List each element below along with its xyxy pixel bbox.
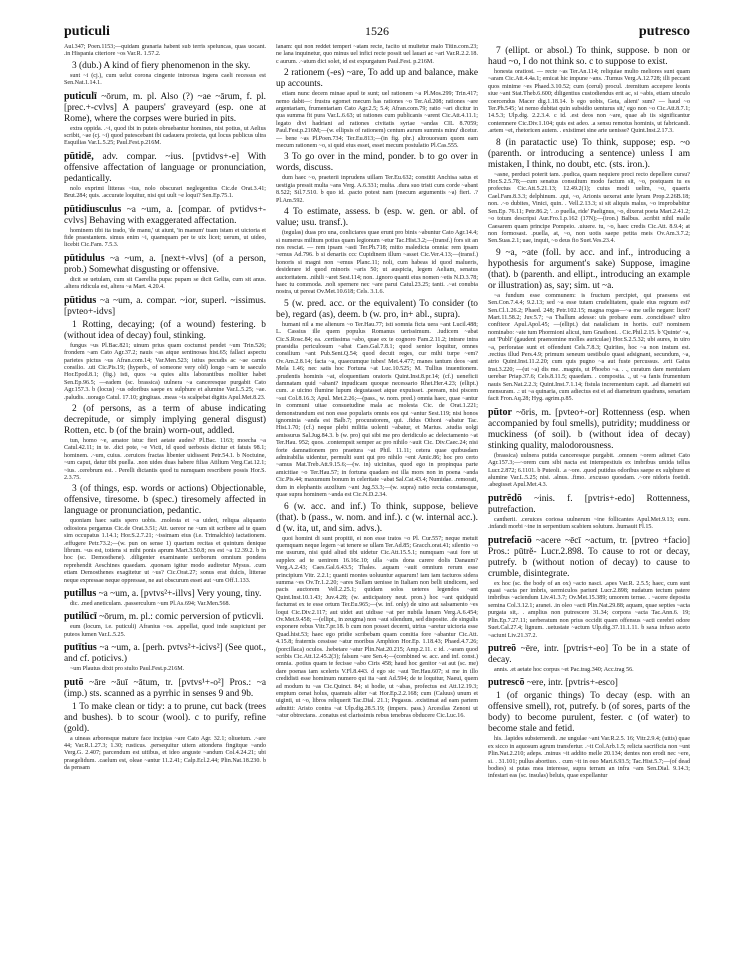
entry-putor xyxy=(488,407,690,490)
citation-block: tun, homo ~e, amator istuc fieri aetate audes? Pl.Bac. 1163; moecha ~a Catul.42.11; in te. .dici pote, ~e Victi, id quod uerbosis dicitur et fatuis 98.1; hominem. .~um, cuius. .ceruices fractas libenter uidissent Petr.54.1. b Noctuine, ~um caput, datur tibi puella. .non uides duas habere filias Atilium Verg.Cat.12.1; ~ius. .cerebrum est. . Perelli dictantis quod tu numquam rescribere possis Hor.S. 2.3.75. xyxy=(64,437,266,481)
citation-block: nolo exprimi litteras ~ius, nolo obscurari neglegentius Cic.de Orat.3.41; Brut.284; quis. .accurate loquitur, nisi qui uult ~e loqui? Sen.Ep.75.1. xyxy=(64,185,266,200)
sense-definition: 1 (of organic things) To decay (esp. with an offensive smell), rot, putrefy. b (of sores, parts of the body) to become purulent, fester. c (of water) to become stale and fetid. xyxy=(488,691,690,735)
citation-block: fungus ~us Pl.Bac.821; uinum prius quam coctumst pendet ~um Trin.526; frondem ~am Cato Agr.37.2; nauis ~as atque sentinosas hist.65; fallaci aspectu parietes pictus ~us Afran.com.14; Var.Men.523; istius pecudis ac ~ae carnis consilio. .uti Cic.Pis.19; (hyperb., of someone very old) longo ~am te saeculo Hor.Epod.8.1; (fig.) isti, quos ~a quies aliis laborantibus molliter habet Sen.Ep.96.5; —eadem (sc. brassica) uulnera ~a canceresque purgabit Cato Agr.157.3. b (locus) ~us odoribus saepe ex sulphure et alumine Var.L.5.25; ~ae. .paludis. .uorago Catul. 17.10; gingiuas. .meas ~is scalpebat digitis Apul.Met.8.23. xyxy=(64,342,266,401)
definition: ~a ~um, a. [pvtvs²+-illvs] Very young, tiny. xyxy=(96,589,262,600)
citation-block: ~a fundum esse communem: is fructum percipiet, qui praesens est Sen.Con.7.4.4; 9.2.13; sed ~a esse tutam crudelitatem, quale eius regnum est? Sen.Cl.1.26.2; Phaed. 248; Petr.102.15; magna rogas—~a me uelle negare: licet? Mart.11.58.2; Juv.5.7; ~a Thallum adesse: uis probare eum. .concidisse? ultro confiteor Apul.Apol.45; —(ellipt.) dat natalíciam in hortis. cui? nominem nominabo: ~ate tum Phormioni alicui, tum Gnathoni. . Cic.Phil.2.15. b 'Quinte' ~a, aut 'Publi' (gaudent praenomine molles auriculae) Hor.S.2.5.32; ubi aures, in uiro ~a, perforatae sunt et offendunt Cels.7.8.3; Quirites, hoc ~a non instum est. .rectius illud Pers.4.9; primum seneum uestibulo quasi adsignant, secundum, ~a, atrio Quint.Inst.11.2.20; cum quis pugno ~a aut fuste percussus. .erit Gaius Inst.3.220; —(ut ~a) dis me. .magnis, ut Phoebo ~a. . ., curatum dare mentulam uerebar Priap.37.6; Cels.8.11.5; quaedam. . composita. ., ut ~a fanis frumentum nauis Sen.Nat.2.2.3; Quint.Inst.7.1.14; fistula incrementum capit. .ad diametri sui mensuram. .: ut ~a quinaria, cum adiectus est ei ad diametrum quadrans, senariam facit Fron.Aq.28; Hyg. agrim.p.85. xyxy=(488,292,690,403)
headword: pūtidulus xyxy=(64,252,105,264)
citation-block: (tegulas) duas pro una, conliciares quae erunt pro binis ~abuntur Cato Agr.14.4; si numerus militum potius quam legionum ~etur Tac.Hist.3.2;—(transf.) fors sit an nos resciat. — rem ipsam ~asti Ter.Ph.718; mitto maledicta omnia: rem ipsam ~emus Ad.796. b si denariis ccc Cupidinem illum ~asset Cic.Ver.4.13;—(transf.) honoris si magni non ~emus Planc.11; noli, cum habeas id quod malueris, desiderare id quod minoris ~aris 50; ut auspicia, legem Aeliam, senatus auctoritatem. .nihili ~aret Sest.114; non. .ignoro quanti eius nomen ~etis N.D.3.78; haec tu commoda. .noli spernere nec ~are parui Catul.23.25; tanti. .~at conubia nostra, ut pereat Ov.Met.10.618; Cels. 3.1.6. xyxy=(276,230,478,296)
entry-putreo xyxy=(488,643,690,674)
headword: pūtor xyxy=(488,406,512,418)
page-number: 1526 xyxy=(365,24,389,38)
entry-putresco xyxy=(488,677,690,780)
definition: ~ōrum, m. pl.: comic perversion of pvticvli. xyxy=(96,612,264,623)
headword: putrescō xyxy=(488,677,525,689)
column-right xyxy=(488,44,690,924)
citation-block: eum (locum, i.e. puticuli) Afranius ~os. .appellat, quod inde suspiciunt per puteos lumen Var.L.5.25. xyxy=(64,624,266,638)
citation-block: his. .lapides substernendi. .ne ungulae ~ant Var.R.2.5. 16; Vitr.2.9.4; (uitis) quae ex sicco in aquosum agrum transfertur. .~it Col.Arb.1.5; relicta sacrificia non ~unt Plin.Nat.2.210; adeps. .minus ~it addito melle 20.134; dentes non erodi nec ~ere, si. . 31.101; pullus abortiuo. . cum ~it in ouo Mart.6.93.5; Tac.Hist.5.7;—(of dead bodies) si putas mea interesse, supra terram an infra ~am Sen.Dial. 9.14.3; infestari eas (sc. insulas) beluis, quae expellantur xyxy=(488,736,690,780)
entry-putrefacio xyxy=(488,535,690,640)
running-head-right: putresco xyxy=(638,24,690,39)
citation-block: ex hoc (sc. the body of an ox) ~acto nasci. .apes Var.R. 2.5.5; haec, cum sunt quasi ~acta per imbris, uermiculos pariunt Lucr.2.898; nudatum tectum patere imbribus ~aciendum Liv.41.3.7; Ov.Met.15.389; umorem terrae. . ~acere deposita semina Col.3.12.1; aranei. .in oleo ~acti Plin.Nat.29.88; aquam, quae septies ~acta purgata sit,. . amplius non putrescere 31.34; corpora ~acta Tac.Ann.6. 19; Plin.Ep.7.27.11; uerberatum non prius occidit quam offensus ~acti cerebri odore Suet.Cal.27.4; lignum. .uetustate ~actum Ulp.dig.37.11.1.11. b saxa infuso aceto ~aciunt Liv.21.37.2. xyxy=(488,580,690,639)
dictionary-columns xyxy=(64,44,690,924)
headword: putreō xyxy=(488,642,517,654)
definition: ~a ~um, a. [next+-vlvs] (of a person, prob.) Somewhat disgusting or offensive. xyxy=(64,253,266,275)
definition: ~acere ~ēcī ~actum, tr. [pvtreo +facio] Pros.: pūtrĕ- Lucr.2.898. To cause to rot or decay, putrefy. b (without notion of decay) to cause to crumble, disintegrate. xyxy=(488,535,690,579)
entry-putidus xyxy=(64,295,266,585)
citation-block: ~asne, perduci poterit tam. .pudica, quam nequiere proci recto depellere cursu? Hor.S.2.5.78;—cum senatus consultum modo factum sit, ~o, postquam tu es profectus Cic.Att.5.21.13; 12.49.2(1); cuius modi uelim, ~o, quaeris Cael.Fam.8.3.3; delphinum. .qui, ~o, Arionis uexerat ante lyram Prop.2.26B.18; non. .~o dubites, Vinici, quin. . Vell.2.13.3; si sit aliquis malus, ~o improbabitur Sen.Ep. 76.11; Petr.86.2; '. .o puella, ride' Paelignus, ~o, dixerat poeta Mart.2.41.2; ~o totum descripsi Aur.Fro.1.p.162 (17N);—(iron.) Balbus. .scribit nihil malle Caesarem quam principe Pompeio. .uiuere. tu, ~o, haec credis Cic.Att. 8.9.4; at non formosast. .puella, at, ~o, non uotis saepe petita meis Ov.Am.3.7.2; Sen.Suas.2.1; uae, inquit, ~o deus fio Suet.Ves.23.4. xyxy=(488,171,690,245)
column-left xyxy=(64,44,266,924)
definition: ~āre ~āuī ~ātum, tr. [pvtvs¹+-o²] Pros.: ~a (imp.) sts. scanned as a pyrrhic in senses 9 and 9b. xyxy=(64,677,266,699)
citation-block: honesta oratiost. — recte ~as Ter.An.114; reliquiae multo meliores sunt quam ~aram Cic.Att.4.4a.1; emicat hic impune ~ans. .Turnus Verg.A.12.728; illi peccant quos minime ~es Phaed.3.10.52; cum (ceruí) procul. .tremitum accepere leonis siue ~ant Stat.Theb.6.600; diligentius custodiendus erit ac, si ~abis, etiam uinculo coercendus Macer dig.1.18.14. b ego uobis, Geta, alieni' sum? — haud ~o Ter.Ph.545; 'at nemo dubitat quin subsidio uenturus sit,' ego non ~o Cic.Att.8.7.1; 14.5.3; Ulp.dig. 2.2.3.4. c id. .est deos non ~are, quae ab iis significantur contemnere Cic.Div.1.104; quis est adeo. .a sensu remotus hominis, ut fabricandi. .artem ~et, rhetoricen autem. . existimet sine arte uenisse? Quint.Inst.2.17.3. xyxy=(488,69,690,135)
headword: puticulī xyxy=(64,90,97,102)
citation-block: quoniam haec satis spero uobis. .molesta et ~a uideri, reliqua aliquanto odiosiora pergamus Cic.de Orat.3.51; Att. uereor ne ~um sit scribere ad te quam sim occupatus 1.14.1; Hor.S.2.7.21; ~issimam eius (i.e. Trimalchio) iactationem. .effugere Petr.73.2;—(w. pun on sense 1) quartum recitas et quintum denique librum. ~us est, totiens si mihi ponis aprum Mart.3.50.8; res est ~a 12.39.2. b in hoc (sc. Demosthene). .diligenter examinante uerborum omnium pondera reprehendit Aeschines quaedam. .quonam igitur modo audiretur Mysus. .cum etiam Demosthenes exagitetur ut ~us? Cic.Orat.27; sonus erat dulcis, litterae neque expressae neque oppressae, ne aut obscurum esset aut ~um Off.1.133. xyxy=(64,518,266,584)
definition: ~a ~um, a. [perh. pvtvs²+-icivs²] (See quot., and cf. poticivs.) xyxy=(64,643,266,665)
citation-block: dic. .med aneticulam. .passerculum ~um Pl.As.694; Var.Men.568. xyxy=(70,601,231,608)
definition: ~ōris, m. [pvteo+-or] Rottenness (esp. when accompanied by foul smells), putridity; muddiness or muckiness (of soil). b (without idea of decay) stinking quality, malodorousness. xyxy=(488,407,690,451)
citation-block: ~um Plautus dixit pro stulto Paul.Fest.p.216M. xyxy=(70,666,185,673)
citation-block: quoi homini di sunt propitii, ei non esse iratos ~o Pl. Cur.557; neque metuit quemquam neque legem ~at tenere se ullam Ter.Ad.85; Gracch.orat.41; silentio ~o me usurum, nisi quid aliud tibi uidetur Cic.Att.15.5.1; numquam ~aui fore ut supplex ad te uenirem 16.16c.10; ulla ~atis dona carere dolis Danaum? Verg.A.2.43; Caes.Gal.6.43.5; Thales. .aquam ~auit omnium rerum esse principium Vitr. 2.2.1; quanti montes uoluuntur aquarum! iam iam tacturos sidera summa ~es Ov.Tr.1.2.20; ~ares Sullam uenisse in Italiam non belli uindicem, sed pacis auctorem Vell.2.25.1; quidam solos ueteres legendos ~ant Quint.Inst.10.1.43; Juv.4.28; (w. anticipatory neut. pron.) hoc ~ant quidquid factumst ex te esse ortum Ter.Eu.965;—(w. inf. only) de uino aut salsamento ~es loqui Cic.Div.2.117; aut uidet aut uidisse ~at per nubila lunam Verg.A.6.454; Ov.Met.9.458; —(ellipt., in zeugma) non ~aui silendum, sed disposite. .de singulis exponere rebus Vitr.7.pr.18. b cum non posset decerni, utrius ~aretur uictoria esse Quad.hist.53; haec ego pridie scribebam quam comitia fore ~abantur Cic.Att. 4.15.8; fraternis cessisse ~atur moribus Amphion Hor.Ep. 1.18.43; Phaed.4.7.26; (porcillaca) oculos. .hebetare ~atur Plin.Nat.20.215; Amp.2.11. c id. .~aram quod scribis Cic.Att.12.45.2(3); falsum ~are Sen.4;—(combined w. acc. and inf. const.) omnia. .potius quam te fecisse ~abo Ciris 458; haud hoc genitor ~at aut (sc. me) dare poenas iam sceleris V.Fl.8.443. d ego sic ~aui Ter.Hau.607; si me in illo credidisti esse hominum numero qui ita ~ant Ad.594; de te loquitur, Naeui, quem ad modum tu ~as Cic.Quinct. 84; si hodie, ut ~abas, profectus est Att.12.19.3; emptum cenat holus, quamuis aliter ~at Hor.Ep.2.2.168; cum (Caluus) unum et uiginti, ut ~o, libros reliquerit Tac.Dial. 21.1; Pegasus. .existimat ad eam partem admitti: Aristo contra ~at Ulp.dig.28.5.19; (impers. pass.) Arcesilas Zenoni ut ~atur obtrectans. .conatus est clarissimis rebus tenebras obducere Cic.Luc.16. xyxy=(276,535,478,720)
headword: putrefaciō xyxy=(488,534,532,546)
sense-definition: 7 (ellipt. or absol.) To think, suppose. b non or haud ~o, I do not think so. c to suppose to exist. xyxy=(488,46,690,67)
headword: putō xyxy=(64,676,84,688)
sense-definition: 3 To go over in the mind, ponder. b to go over in words, discuss. xyxy=(276,152,478,174)
entry-putitius xyxy=(64,642,266,673)
sense-definition: 6 (w. acc. and inf.) To think, suppose, believe (that). b (pass., w. nom. and inf.). c (w. internal acc.). d (w. ita, ut, and sim. advs.). xyxy=(276,501,478,534)
citation-block: (brassica) uulnera putida canceresque purgabit. .omnem ~orem adimet Cato Agr.157.3;—~orem cum sibi nacta est intempestiuis ex imbribus umida tellus Lucr.2.872; 6.1101. b Puteoli. .a ~ore. .quod putidus odoribus saepe ex sulphure et alumine Var.L.5.25; nisi. .alnus. .fimo. .excusso quosdam. .~ore nidoris foetidi. .abegisset Apul.Met.4.3. xyxy=(488,452,690,489)
entry-putillus xyxy=(64,588,266,608)
citation-block: hominem tibi ita trado, 'de manu,' ut aiunt, 'in manum' tuam istam et uictoria et fide praestantem. simus enim ~i, quamquam per te uix licet; uerum, ut uideo, licebit Cic.Fam. 7.5.3. xyxy=(64,227,266,249)
entry-puto xyxy=(64,677,266,773)
page-header xyxy=(64,24,690,44)
citation-block: dum haec ~o, praeterii inprudens uillam Ter.Eu.632; constitit Anchisa satus et uestigia pressit multa ~ans Verg. A.6.331; multa. .dura suo tristi cum corde ~abant 8.522; Sil.7.510. b quo id. .pacto potest nam (mecum argumentis ~a) fieri. .? Pl.Am.592. xyxy=(276,175,478,204)
sense-definition: 5 (w. pred. acc. or the equivalent) To consider (to be), regard (as), deem. b (w. pro, in+ abl., supra). xyxy=(276,298,478,320)
column-middle xyxy=(276,44,478,924)
running-head-left: puticuli xyxy=(64,24,110,39)
headword: putrēdō xyxy=(488,492,522,504)
sense-definition: 3 (dub.) A kind of fiery phenomenon in the sky. xyxy=(72,60,251,71)
definition: adv. compar. ~ius. [pvtidvs+-e] With offensive affectation of language or pronunciation, pedantically. xyxy=(64,151,266,184)
citation-block: sunt ~i (cj.), cum uelut corona cingente introrsus ingens caeli recessus est Sen.Nat.1.14.1. xyxy=(64,72,266,87)
entry-putide xyxy=(64,151,266,201)
entry-putiluci xyxy=(64,611,266,639)
sense-definition: 2 (of persons, as a term of abuse indicating decrepitude, or simply implying general disgust) Rotten, etc. b (of the brain) worn-out, addled. xyxy=(64,403,266,436)
citation-block: annis. .et aetate hoc corpus ~et Pac.trag.340; Acc.trag 56. xyxy=(494,666,634,673)
headword: putītius xyxy=(64,642,97,654)
entry-puticuli xyxy=(64,91,266,148)
sense-definition: 4 To estimate, assess. b (esp. w. gen. or abl. of value; usu. transf.). xyxy=(276,207,478,229)
headword: pūtidē, xyxy=(64,150,94,162)
headword: putilūcī xyxy=(64,611,97,623)
citation-block: dicit se uetulam, cum sit Caerellia pupa: pupam se dicit Gellia, cum sit anus. .altera ridicula est, altera ~a Mart. 4.20.4. xyxy=(64,276,266,291)
citation-block: humani nil a me alienum ~o Ter.Hau.77; isti somnia ficta uera ~ant Lucil.488; L. Cassius ille quem populus Romanus uerissimum. .iudicem ~abat Cic.S.Rosc.84; ea. .certissima ~abo, quae ex te cognoro Fam.2.11.2; intrare intra praesidia periculosum ~abat Caes.Gal.7.8.1; quod senior loquitur, omnes consilium ~ant Pub.Sent.Q.54; quod decuit reges, cur mihi turpe ~em? Ov.Am.2.8.14; facta ~a, quaecumque iubes! Met.4.477; manes tantum deos ~ant Mela 1.46; nec satis hoc Fortuna ~at Luc.10.525; M. Tullius inuentionem. .prudentis hominis ~at, eloquentiam oratoris Quint.Inst.8.pr.14; (cf.) ueneficii damnatam quid ~abant? inpudicam quoque necessario Rhet.Her.4.23; (ellipt.) cum. .e uicino flumine lupum degustasset atque expuisset. .peream, nisi piscem ~sui Col.8.16.3; Apul. Met.2.26;—(pass., w. nom. pred.) omnia haec, quae ~antur in communi uitae consuetudine mala ac molesta Cic. de Orat.1.221; demonstrandum est non esse popularis omnis eos qui ~antur Sest.119; nisi honos ignominia ~anda est Balb.7; procuratorem, qui. .fidus Othoni ~abatur Tac. Hist.1.70; (cf.) neque plebi militia uolenti ~abatur, et Marius. .studia uolgi amissurus Sal.Jug.84.3. b (w. pro) qui sibi me pro deridiculo ac delectamento ~at Ter.Hau. 952; quos. .contempsit semper ac pro nihilo ~auit Cic. Div.Caec.24; nisi forte damnationem pro praetura ~at Phil. 11.11; cetera quae quibusdam admirabilia uidentur, permulti sunt qui pro nihilo ~ent Amic.86; hoc pro certo ~amus Mat.Treb.Att.9.15.6;—(w. in) uicinitas, quod ego in propinqua parte amicitiae ~o Ter.Hau.57; in fortuna quadam est illa mors non in poena ~anda Cic.Pis.44; maxumum bonum in celeritate ~abat Sal.Cat.43.4; Numidae. .remorati, dum in elephantis auxilium ~ant Jug.53.3;—(w. supra) ratio recta constansque, quae supra hominem ~anda est Cic.N.D.2.34. xyxy=(276,321,478,499)
definition: ~a ~um, a. compar. ~ior, superl. ~issimus. [pvteo+-idvs] xyxy=(64,295,266,317)
citation-block: a uineas arboresque mature face incipias ~are Cato Agr. 32.1; oliuetum. .~are 44; Var.R.1.27.3; 1.30; rusticus. .persequitur uitem attondens fingitque ~ando Verg.G. 2.407; parcendum est uitibus, et ideo anguste ~andum Col.4.24.21; ubi praegelidum. .caelum est, oleae ~antur 11.2.41; Calp.Ecl.2.44; Plin.Nat.18.230. b da pensam xyxy=(64,735,266,772)
citation-block: cantherii. .ceruices coriosa uulnerum ~ine follicantes Apul.Met.9.13; eum. .infandi morbi ~ine in serpentium scabiem solutum. .humauit Fl.15. xyxy=(488,516,690,531)
citation-block: Aul.347; Poen.1153;—quidam granaria habent sub terris speluncas, quas uocant. .in Hispania citeriore ~os Var.R. 1.57.2. xyxy=(64,44,266,58)
headword: pūtidiusculus xyxy=(64,203,122,215)
definition: ~ere, intr. [pvtris+-esco] xyxy=(524,678,618,689)
citation-block: etiam nunc decem minae apud te sunt; uel rationem ~a Pl.Mos.299; Trin.417; nemo dabit—: frustra egomet mecum has rationes ~o Ter.Ad.208; rationes ~are argentariam, frumentariam Cato Agr.2.5; 5.4; Afran.com.79; ratio ~ari dicitur in qua summa fit pura Var.L.6.63; ut rationes cum publicanis ~arent Cic.Att.4.11.1; legato divi hadriani ad rationes civitatis syriae ~andas CIL 8.7059; Paul.Fest.p.216M;—(w. ellipsis of rationem) centum aurum summis minu' dicetur. — bene ~as Pl.Poen.734; Ter.Eu.813;—(in fig. phr.) altrouorsum quom eam mecum rationem ~o, si quid eius esset, esset mecum postulatio Pl.Cas.555. xyxy=(276,91,478,150)
sense-definition: 2 rationem (-es) ~are, To add up and balance, make up accounts. xyxy=(276,68,478,90)
sense-definition: 1 To make clean or tidy: a to prune, cut back (trees and bushes). b to scour (wool). c to purify, refine (gold). xyxy=(64,701,266,734)
sense-definition: 3 (of things, esp. words or actions) Objectionable, offensive, tiresome. b (spec.) tiresomely affected in language or pronunciation, pedantic. xyxy=(64,484,266,517)
definition: ~a ~um, a. [compar. of pvtidvs+-cvlvs] Behaving with exaggerated affectation. xyxy=(64,204,266,226)
entry-putredo xyxy=(488,493,690,532)
headword: putillus xyxy=(64,588,97,600)
citation-block: lanam: qui non reddet temperi ~atam recte, facito ut multetur malo Titin.com.23; ne lana inquinetur, quo minus uel infici recte possit uel lauari ac ~ari Var.R.2.2.18. c aurum. .~atum dici solet, id est expurgatum Paul.Fest. p.216M. xyxy=(276,44,478,65)
entry-putidiusculus xyxy=(64,204,266,250)
definition: ~ēre, intr. [pvtris+-eo] To be in a state of decay. xyxy=(488,643,690,665)
entry-putidulus xyxy=(64,253,266,292)
definition: ~ōrum, m. pl. Also (?) ~ae ~ārum, f. pl. [prec.+-cvlvs] A paupers' graveyard (esp. one at Rome), where the corpses were buried in pits. xyxy=(64,91,266,124)
headword: pūtidus xyxy=(64,294,97,306)
sense-definition: 8 (in paratactic use) To think, suppose; esp. ~o (parenth. or introducing a sentence) unless I am mistaken, I think, no doubt, etc. (sts. iron.). xyxy=(488,137,690,170)
sense-definition: 9 ~a, ~ate (foll. by acc. and inf., introducing a hypothesis for argument's sake) Suppose, imagine (that). b (parenth. and ellipt., introducing an example or illustration) as, say; sim. ut ~a. xyxy=(488,247,690,291)
sense-definition: 1 Rotting, decaying; (of a wound) festering. b (without idea of decay) foul, stinking. xyxy=(64,319,266,341)
citation-block: extra oppida. .~i, quod ibi in puteis obruebantur homines, nisi potius, ut Aelius scribit, ~ae (cj. ~i) quod putescebant ibi cadauera proiecta, qui locus publicus ultra Esquilias Var.L.5.25; Paul.Fest.p.216M. xyxy=(64,125,266,147)
definition: ~inis. f. [pvtris+-edo] Rottenness, putrefaction. xyxy=(488,493,690,515)
